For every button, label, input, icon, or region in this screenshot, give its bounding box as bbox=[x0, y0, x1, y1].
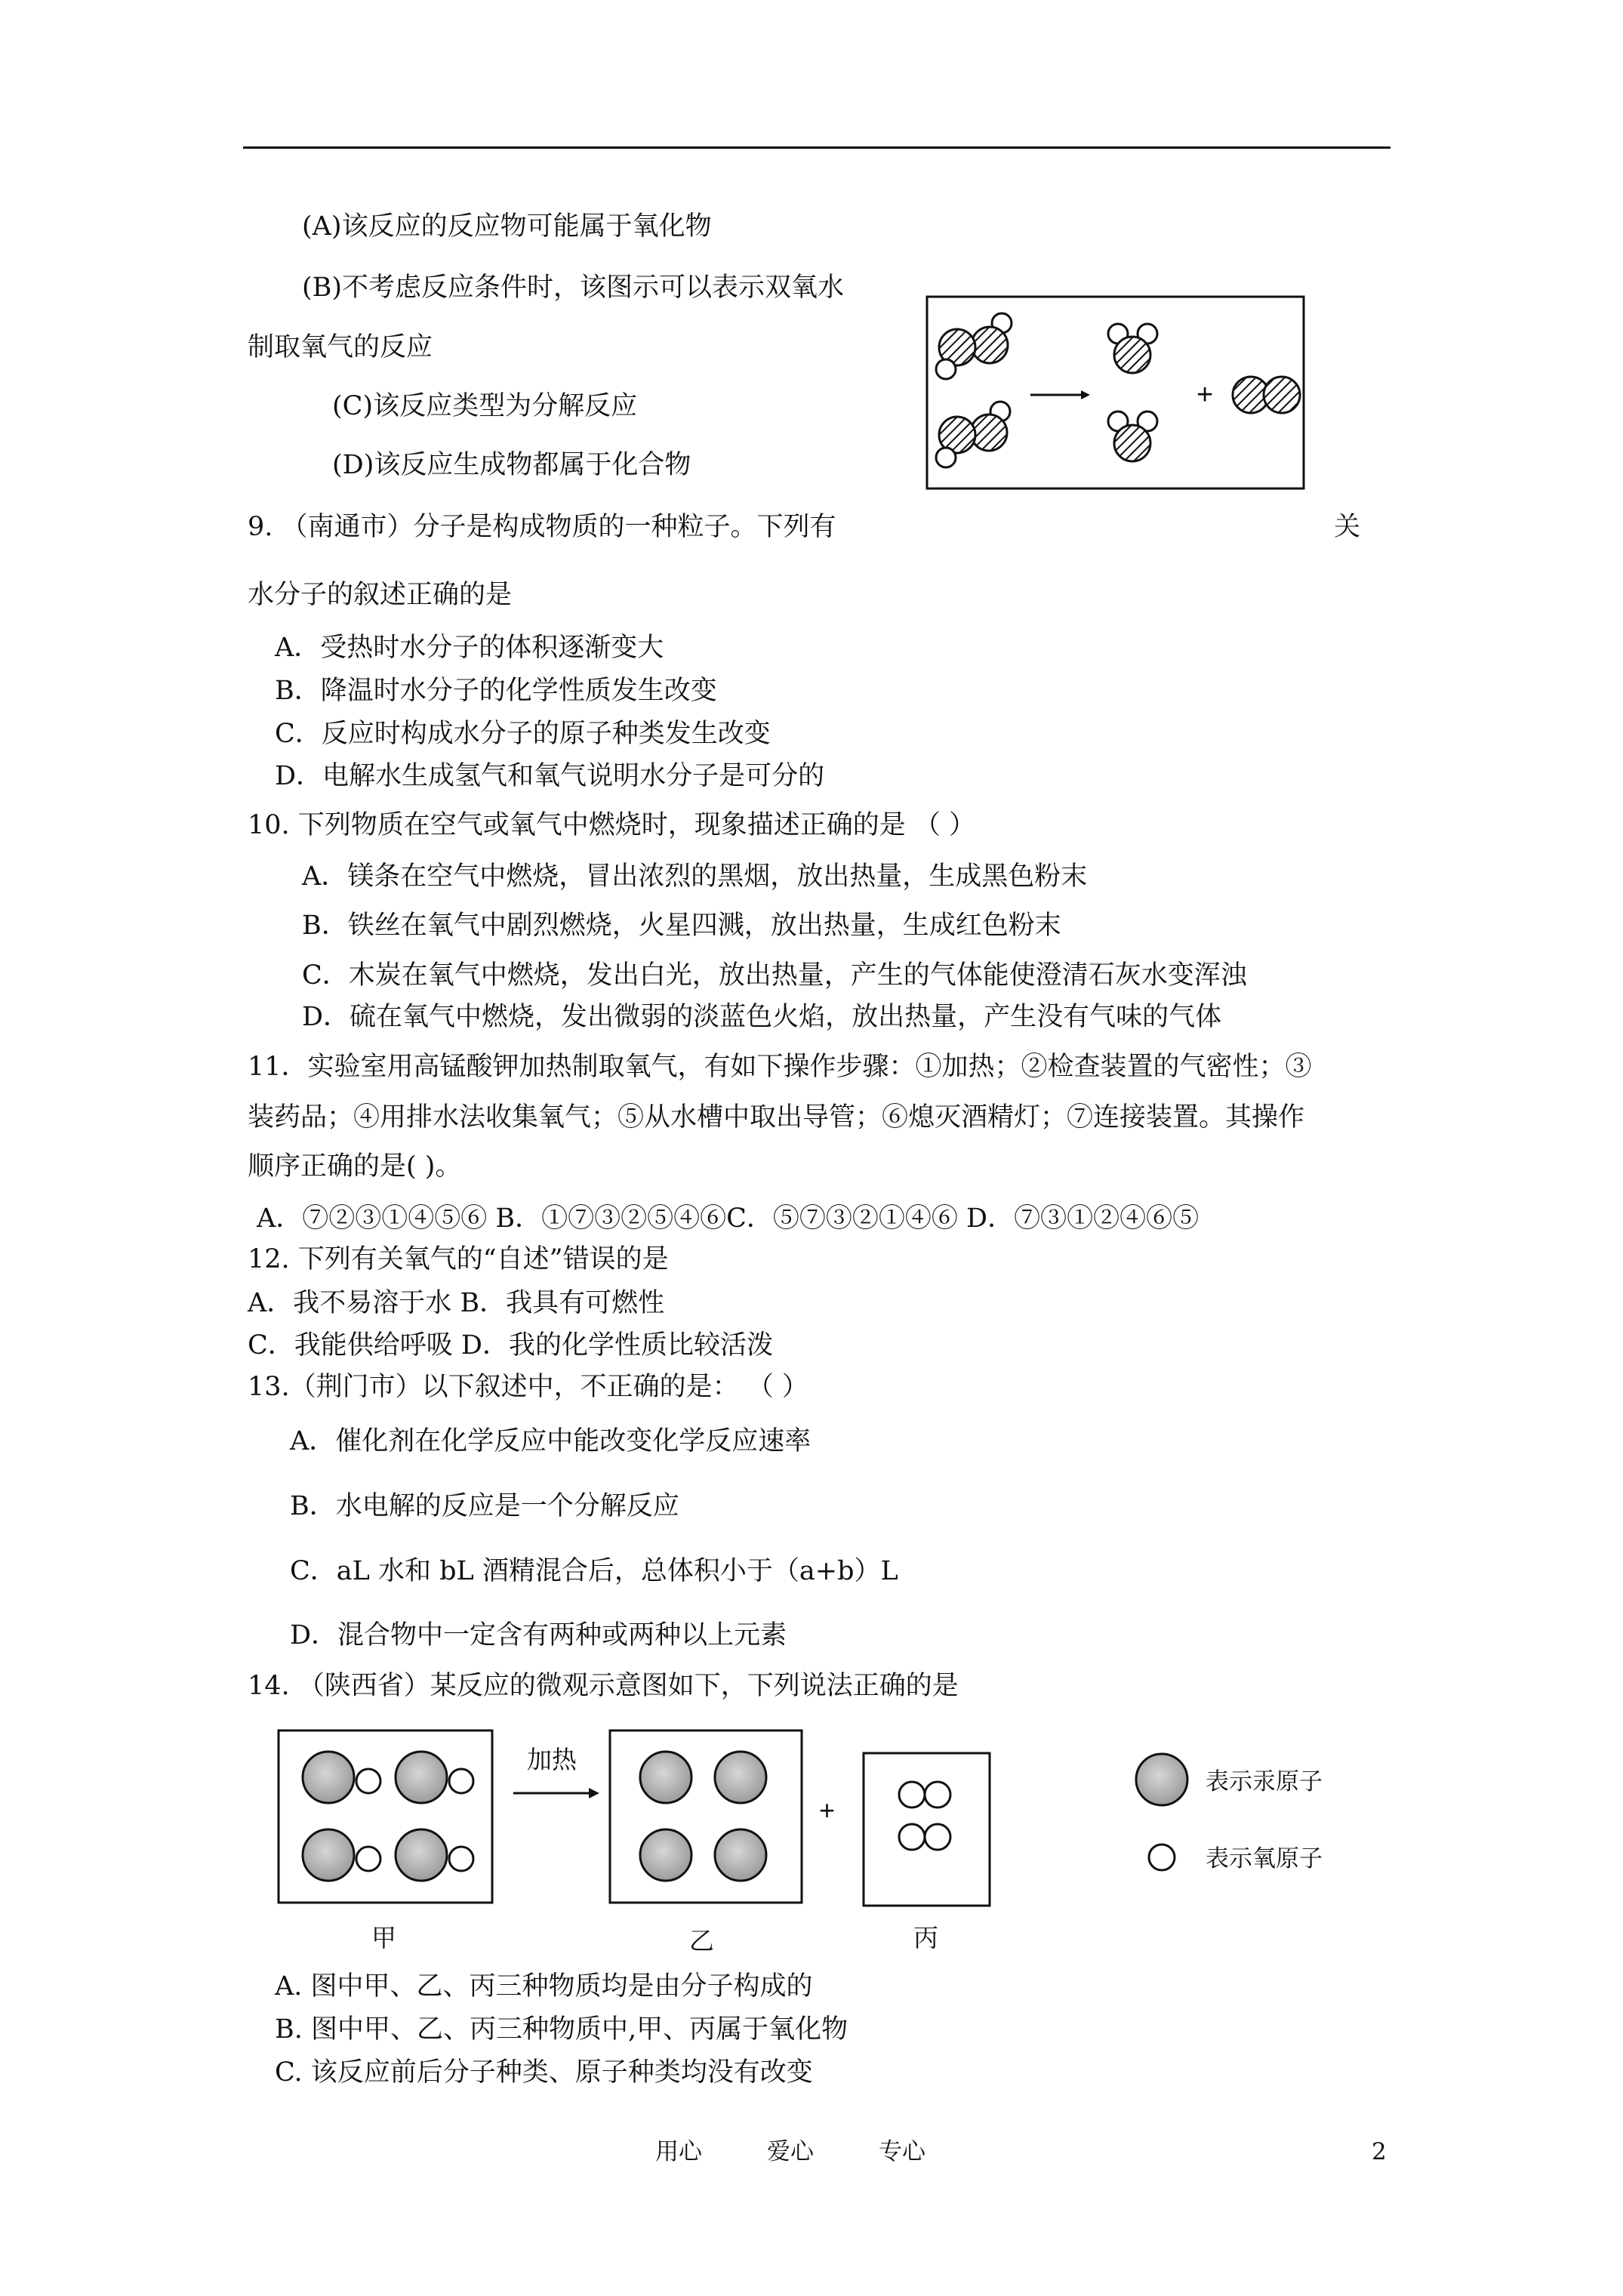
q8-option-a: (A)该反应的反应物可能属于氧化物 bbox=[302, 211, 712, 242]
legend-mercury-label: 表示汞原子 bbox=[1206, 1768, 1323, 1795]
legend-mercury-atom bbox=[1136, 1754, 1187, 1805]
q8-option-b-line1: (B)不考虑反应条件时，该图示可以表示双氧水 bbox=[302, 273, 845, 303]
legend-oxygen-label: 表示氧原子 bbox=[1206, 1845, 1323, 1872]
q9-stem-line1-tail: 关 bbox=[1334, 512, 1361, 542]
heating-arrow bbox=[513, 1788, 599, 1798]
q12-options-line2: C．我能供给呼吸 D．我的化学性质比较活泼 bbox=[248, 1330, 773, 1361]
label-bing: 丙 bbox=[913, 1923, 938, 1952]
q8-reaction-diagram bbox=[925, 294, 1306, 491]
q14-plus-sign: + bbox=[819, 1795, 836, 1826]
q13-option-a: A．催化剂在化学反应中能改变化学反应速率 bbox=[290, 1426, 812, 1456]
q12-stem: 12. 下列有关氧气的“自述”错误的是 bbox=[248, 1244, 669, 1274]
box-yi-mercury bbox=[610, 1730, 802, 1903]
q10-option-b: B．铁丝在氧气中剧烈燃烧，火星四溅，放出热量，生成红色粉末 bbox=[302, 911, 1061, 941]
footer-motto-2: 爱心 bbox=[767, 2138, 814, 2165]
q10-stem: 10. 下列物质在空气或氧气中燃烧时，现象描述正确的是 （ ） bbox=[248, 810, 976, 840]
q13-option-d: D．混合物中一定含有两种或两种以上元素 bbox=[290, 1620, 787, 1650]
box-jia-mercury-oxide bbox=[279, 1730, 492, 1903]
q13-stem: 13.（荆门市）以下叙述中，不正确的是： （ ） bbox=[248, 1372, 808, 1402]
q14-option-c: C. 该反应前后分子种类、原子种类均没有改变 bbox=[275, 2057, 813, 2088]
q10-option-c: C．木炭在氧气中燃烧，发出白光，放出热量，产生的气体能使澄清石灰水变浑浊 bbox=[302, 960, 1247, 991]
q9-stem-line1: 9. （南通市）分子是构成物质的一种粒子。下列有 bbox=[248, 512, 836, 542]
footer-motto-3: 专心 bbox=[879, 2138, 925, 2165]
q13-option-b: B．水电解的反应是一个分解反应 bbox=[290, 1491, 679, 1521]
box-bing-oxygen bbox=[864, 1753, 990, 1906]
q11-stem-line2: 装药品；④用排水法收集氧气；⑤从水槽中取出导管；⑥熄灭酒精灯；⑦连接装置。其操作 bbox=[248, 1102, 1305, 1133]
q11-stem-line1: 11．实验室用高锰酸钾加热制取氧气，有如下操作步骤：①加热；②检查装置的气密性；③ bbox=[248, 1052, 1312, 1082]
q14-option-a: A. 图中甲、乙、丙三种物质均是由分子构成的 bbox=[275, 1971, 813, 2002]
arrow-heating-label: 加热 bbox=[527, 1745, 577, 1774]
q11-options: A．⑦②③①④⑤⑥ B．①⑦③②⑤④⑥C．⑤⑦③②①④⑥ D．⑦③①②④⑥⑤ bbox=[257, 1203, 1200, 1234]
label-yi: 乙 bbox=[689, 1926, 714, 1955]
q9-option-b: B．降温时水分子的化学性质发生改变 bbox=[275, 676, 717, 706]
q14-reaction-diagram bbox=[272, 1721, 1374, 1971]
page-number: 2 bbox=[1372, 2138, 1387, 2165]
q10-option-a: A．镁条在空气中燃烧，冒出浓烈的黑烟，放出热量，生成黑色粉末 bbox=[302, 861, 1088, 892]
q9-option-a: A．受热时水分子的体积逐渐变大 bbox=[275, 633, 664, 663]
footer-motto-1: 用心 bbox=[655, 2138, 702, 2165]
q9-stem-line2: 水分子的叙述正确的是 bbox=[248, 580, 513, 610]
q14-stem: 14. （陕西省）某反应的微观示意图如下，下列说法正确的是 bbox=[248, 1671, 959, 1701]
q12-options-line1: A．我不易溶于水 B．我具有可燃性 bbox=[248, 1288, 665, 1318]
header-rule bbox=[243, 146, 1390, 149]
q10-option-d: D．硫在氧气中燃烧，发出微弱的淡蓝色火焰，放出热量，产生没有气味的气体 bbox=[302, 1002, 1222, 1032]
q13-option-c: C．aL 水和 bL 酒精混合后，总体积小于（a+b）L bbox=[290, 1556, 898, 1586]
q11-stem-line3: 顺序正确的是( )。 bbox=[248, 1151, 462, 1182]
label-jia: 甲 bbox=[371, 1923, 396, 1952]
legend-oxygen-atom bbox=[1149, 1845, 1175, 1870]
q14-option-b: B. 图中甲、乙、丙三种物质中,甲、丙属于氧化物 bbox=[275, 2014, 848, 2045]
q8-option-d: (D)该反应生成物都属于化合物 bbox=[332, 450, 691, 480]
q9-option-d: D．电解水生成氢气和氧气说明水分子是可分的 bbox=[275, 761, 825, 791]
q9-option-c: C．反应时构成水分子的原子种类发生改变 bbox=[275, 719, 771, 749]
q8-option-c: (C)该反应类型为分解反应 bbox=[332, 391, 638, 421]
q8-option-b-line2: 制取氧气的反应 bbox=[248, 332, 433, 362]
q8-plus-sign: + bbox=[1196, 379, 1214, 411]
